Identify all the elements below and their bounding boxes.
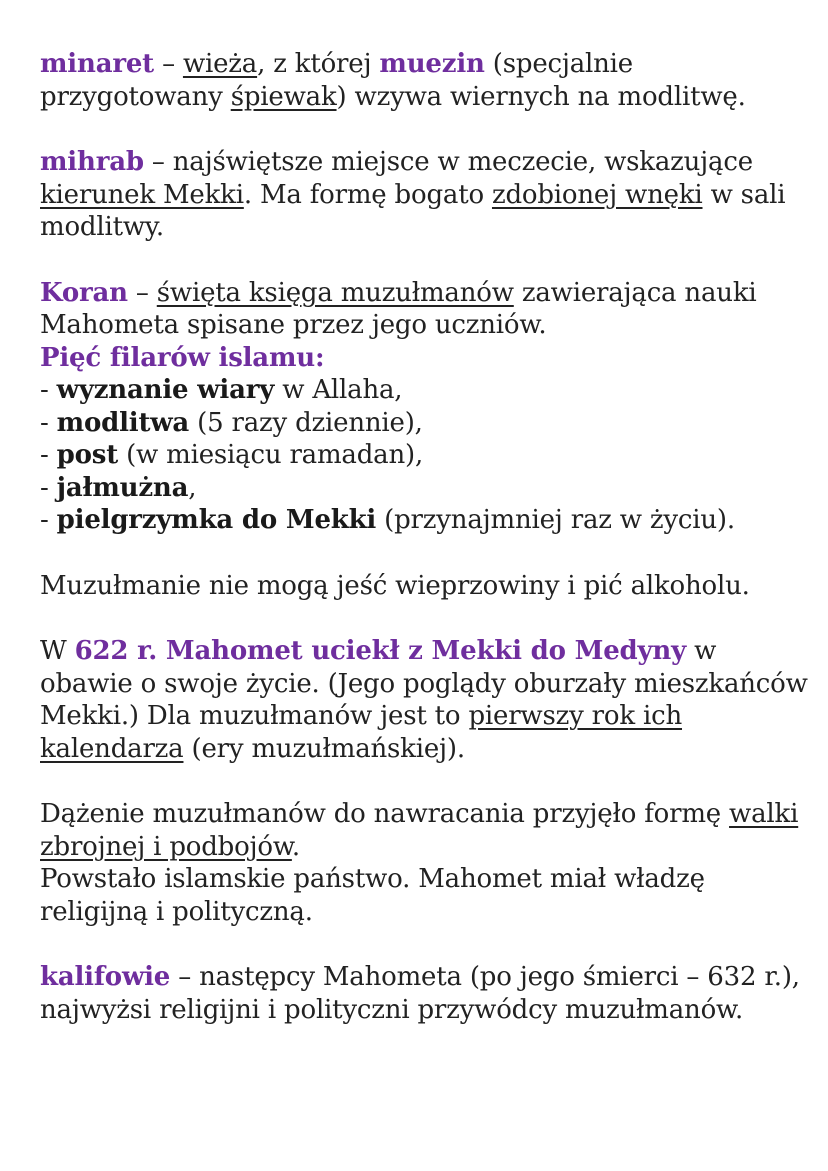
list-item-text: w Allaha, — [274, 375, 403, 405]
list-item-bold: post — [56, 440, 119, 470]
text: . — [291, 831, 300, 862]
list-item — [40, 472, 810, 505]
text: – — [127, 277, 157, 308]
list-item — [40, 374, 810, 407]
underlined-text: wieża — [182, 49, 258, 79]
conquest-paragraph — [40, 798, 810, 863]
pillars-heading: Pięć filarów islamu: — [40, 342, 325, 373]
text: – najświętsze miejsce w meczecie, wskazujące — [143, 147, 753, 177]
text: zawierająca nauki Mahometa spisane przez jego uczniów. — [40, 277, 757, 340]
text: , z której — [257, 49, 380, 79]
list-bullet: - — [40, 505, 57, 535]
list-bullet: - — [40, 407, 57, 438]
underlined-text: śpiewak — [230, 81, 337, 112]
food-rule: Muzułmanie nie mogą jeść wieprzowiny i pić alkoholu. — [40, 570, 750, 601]
list-bullet: - — [40, 472, 57, 503]
list-item-bold: wyznanie wiary — [56, 375, 275, 405]
list-item-text: (5 razy dziennie), — [189, 407, 423, 438]
list-item-bold: jałmużna — [56, 472, 189, 503]
list-item-text: , — [188, 472, 197, 503]
minaret-definition — [40, 48, 810, 113]
underlined-text: kierunek Mekki — [40, 179, 244, 210]
text: – — [154, 49, 183, 79]
underlined-text: zdobionej wnęki — [491, 179, 703, 210]
pillars-list — [40, 374, 810, 537]
text: w obawie o swoje życie. (Jego poglądy oburzały mieszkańców Mekki.) Dla muzułmanów jest to — [40, 636, 808, 731]
text: . Ma formę bogato — [243, 179, 492, 210]
document-page — [40, 48, 810, 1026]
caliphs-definition — [40, 961, 810, 1026]
text: Dążenie muzułmanów do nawracania przyjęło formę — [40, 799, 730, 829]
list-item-text: (w miesiącu ramadan), — [118, 440, 424, 470]
text: ) wzywa wiernych na modlitwę. — [336, 81, 746, 112]
mihrab-definition — [40, 146, 810, 244]
text: (specjalnie przygotowany — [40, 49, 633, 112]
term-minaret: minaret — [40, 49, 154, 79]
state-paragraph: Powstało islamskie państwo. Mahomet miał władzę religijną i polityczną. — [40, 864, 705, 927]
term-caliphs: kalifowie — [40, 962, 171, 992]
underlined-text: walki zbrojnej i podbojów — [40, 799, 799, 862]
text: (ery muzułmańskiej). — [183, 733, 465, 764]
list-item-bold: pielgrzymka do Mekki — [56, 505, 377, 535]
term-hijra: 622 r. Mahomet uciekł z Mekki do Medyny — [74, 636, 687, 666]
text: w sali modlitwy. — [40, 179, 786, 242]
list-item-bold: modlitwa — [56, 407, 190, 438]
underlined-text: święta księga muzułmanów — [156, 277, 514, 308]
term-mihrab: mihrab — [40, 147, 144, 177]
list-item — [40, 407, 810, 440]
underlined-text: pierwszy rok ich kalendarza — [40, 701, 683, 764]
list-bullet: - — [40, 440, 57, 470]
term-koran: Koran — [40, 277, 128, 308]
list-item-text: (przynajmniej raz w życiu). — [376, 505, 735, 535]
term-muezin: muezin — [379, 49, 485, 79]
text: W — [40, 636, 75, 666]
text: – następcy Mahometa (po jego śmierci – 632 r.), najwyżsi religijni i polityczni przywódcy muzułmanów. — [40, 962, 800, 1025]
hijra-paragraph — [40, 635, 810, 765]
koran-definition — [40, 277, 810, 342]
list-item — [40, 504, 810, 537]
list-item — [40, 439, 810, 472]
list-bullet: - — [40, 375, 57, 405]
